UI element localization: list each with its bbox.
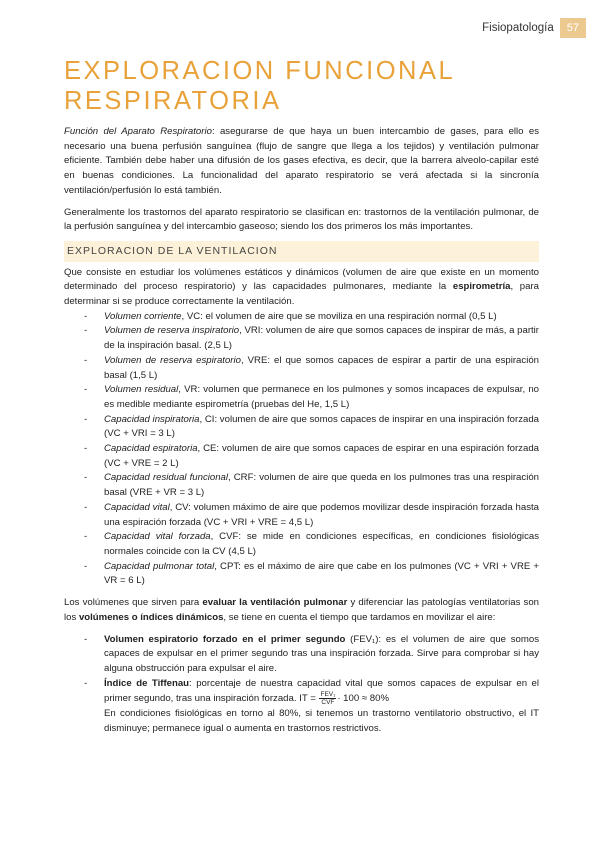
title-line-1: EXPLORACION FUNCIONAL (64, 57, 456, 85)
list-item: - Capacidad espiratoria, CE: volumen de aire que somos capaces de espirar en una espiración forzada (VC + VRE = 2 L) (84, 443, 539, 469)
dynamic-intro-text-1: Los volúmenes que sirven para (64, 597, 203, 609)
dynamic-intro-paragraph (64, 596, 539, 625)
volume-term: Capacidad inspiratoria (104, 413, 200, 425)
intro-paragraph (64, 125, 539, 199)
volume-desc: , CPT: es el máximo de aire que cabe en los pulmones (VC + VRI + VRE + VR = 6 L) (104, 560, 539, 587)
volume-desc: , CVF: se mide en condiciones específicas, en condiciones fisiológicas normales coincide con la CV (4,5 L) (104, 531, 539, 557)
tiffenau-term: Índice de Tiffenau (104, 677, 190, 689)
volume-term: Volumen de reserva espiratorio (104, 354, 241, 366)
volume-term: Capacidad residual funcional (104, 472, 229, 484)
list-item: - Volumen corriente, VC: el volumen de aire que se moviliza en una respiración normal (0,5 L) (84, 310, 497, 322)
document-body (64, 125, 539, 736)
volume-desc: , VRE: el que somos capaces de espirar a partir de una espiración basal (1,5 L) (104, 354, 539, 381)
list-item: - Capacidad inspiratoria, CI: volumen de aire que somos capaces de inspirar en una inspiración forzada (VC + VRI = 3 L) (84, 413, 540, 440)
volume-term: Volumen corriente (104, 310, 182, 322)
volume-term: Capacidad pulmonar total (104, 560, 215, 572)
volume-term: Capacidad vital (104, 501, 170, 513)
list-item: - Volumen de reserva inspiratorio, VRI: volumen de aire que somos capaces de inspirar de más, a partir de la inspiración basal. (2,5 L) (84, 325, 540, 352)
spirometry-term: espirometría (452, 281, 511, 293)
fev1-term: Volumen espiratorio forzado en el primer segundo (104, 633, 346, 645)
ventilation-intro-text-1: Que consiste en estudiar los volúmenes estáticos y dinámicos (volumen de aire que existe en un momento determinado del proceso respiratorio) y las capacidades pulmonares, mediante la (64, 266, 539, 293)
volume-desc: , CI: volumen de aire que somos capaces de inspirar en una inspiración forzada (VC + VRI = 3 L) (104, 413, 540, 440)
volume-term: Volumen residual (104, 384, 179, 396)
section-heading-ventilation: EXPLORACION DE LA VENTILACION (64, 241, 539, 262)
volumes-list (64, 310, 539, 589)
page-title (64, 56, 544, 116)
volume-desc: , VC: el volumen de aire que se moviliza en una respiración normal (0,5 L) (181, 310, 497, 322)
dynamic-intro-text-3: , se tiene en cuenta el tiempo que tardamos en movilizar el aire: (223, 611, 496, 623)
fev1-desc: (FEV₁): es el volumen de aire que somos capaces de expulsar en el primer segundo tras una inspiración forzada. Sirve para comprobar si hay alguna obstrucción para expulsar el aire. (104, 633, 539, 674)
dynamic-intro-bold-2: volúmenes o índices dinámicos (78, 611, 224, 623)
classification-paragraph: Generalmente los trastornos del aparato respiratorio se clasifican en: trastornos de la ventilación pulmonar, de la perfusión sanguínea y del intercambio gaseoso; siendo los dos primeros los más importantes. (64, 206, 539, 233)
ventilation-intro-paragraph (64, 266, 539, 310)
list-item: - Volumen residual, VR: volumen que permanece en los pulmones y somos incapaces de expulsar, no es medible mediante espirometría (pruebas del He, 1,5 L) (84, 384, 539, 410)
list-item: - Capacidad vital forzada, CVF: se mide en condiciones específicas, en condiciones fisiológicas normales coincide con la CV (4,5 L) (84, 531, 539, 557)
dynamic-intro-bold-1: evaluar la ventilación pulmonar (202, 597, 348, 609)
fraction-numerator: FEV₁ (320, 691, 336, 699)
volume-desc: , VR: volumen que permanece en los pulmones y somos incapaces de expulsar, no es medible mediante espirometría (pruebas del He, 1,5 L) (104, 384, 539, 410)
list-item: - Volumen espiratorio forzado en el primer segundo (FEV₁): es el volumen de aire que somos capaces de expulsar en el primer segundo tras una inspiración forzada. Sirve para comprobar si hay alguna obstrucción para expulsar el aire. (84, 633, 539, 674)
list-item: - Capacidad vital, CV: volumen máximo de aire que podemos movilizar desde inspiración forzada hasta una espiración forzada (VC + VRI + VRE = 4,5 L) (84, 501, 539, 528)
intro-lead: Función del Aparato Respiratorio (64, 126, 212, 137)
volume-desc: , VRI: volumen de aire que somos capaces de inspirar de más, a partir de la inspiración basal. (2,5 L) (104, 325, 540, 352)
page-header (482, 18, 586, 38)
volume-desc: , CE: volumen de aire que somos capaces de espirar en una espiración forzada (VC + VRE = 2 L) (104, 443, 539, 469)
volume-term: Capacidad espiratoria (104, 443, 198, 455)
dynamic-volumes-list (64, 633, 539, 737)
page-number-badge: 57 (560, 18, 586, 38)
volume-term: Volumen de reserva inspiratorio (104, 325, 240, 337)
list-item: - Índice de Tiffenau: porcentaje de nuestra capacidad vital que somos capaces de expulsar en el primer segundo, tras una inspiración forzada. IT = $\frac{\text{FEV₁}}{\text{CVF}}$ · 100 ≈ 80% En condiciones fisiológicas en torno al 80%, si tenemos un trastorno ventilatorio obstructivo, el IT disminuye; permanece igual o aumenta en trastornos restrictivos. (84, 677, 539, 734)
volume-term: Capacidad vital forzada (104, 531, 211, 543)
tiffenau-desc: : porcentaje de nuestra capacidad vital que somos capaces de expulsar en el primer segundo, tras una inspiración forzada. IT = (104, 677, 539, 705)
tiffenau-formula-tail: · 100 ≈ 80% (337, 693, 389, 705)
fraction-denominator: CVF (321, 699, 335, 707)
list-item: - Capacidad residual funcional, CRF: volumen de aire que queda en los pulmones tras una respiración basal (VRE + VR = 3 L) (84, 472, 539, 499)
intro-text: : asegurarse de que haya un buen intercambio de gases, para ello es necesario una buena perfusión sanguínea (flujo de sangre que llega a los tejidos) y ventilación pulmonar eficiente. También debe haber una difusión de los gases efectiva, es decir, que la barrera alveolo-capilar esté en buenas condiciones. La funcionalidad del aparato respiratorio se verá afectada si la sincronía ventilación/perfusión lo está también. (64, 126, 539, 196)
tiffenau-fraction (319, 691, 336, 706)
dynamic-intro-text-2: y diferenciar las patologías ventilatorias son los (64, 597, 540, 623)
list-item: - Capacidad pulmonar total, CPT: es el máximo de aire que cabe en los pulmones (VC + VRI + VRE + VR = 6 L) (84, 560, 539, 587)
header-section-title: Fisiopatología (482, 22, 554, 34)
tiffenau-extra: En condiciones fisiológicas en torno al 80%, si tenemos un trastorno ventilatorio obstructivo, el IT disminuye; permanece igual o aumenta en trastornos restrictivos. (104, 708, 539, 734)
list-item: - Volumen de reserva espiratorio, VRE: el que somos capaces de espirar a partir de una espiración basal (1,5 L) (84, 354, 539, 381)
title-line-2: RESPIRATORIA (64, 87, 282, 115)
volume-desc: , CRF: volumen de aire que queda en los pulmones tras una respiración basal (VRE + VR = 3 L) (104, 472, 539, 499)
volume-desc: , CV: volumen máximo de aire que podemos movilizar desde inspiración forzada hasta una espiración forzada (VC + VRI + VRE = 4,5 L) (104, 501, 539, 528)
ventilation-intro-text-2: , para determinar si se produce correctamente la ventilación. (64, 281, 539, 308)
